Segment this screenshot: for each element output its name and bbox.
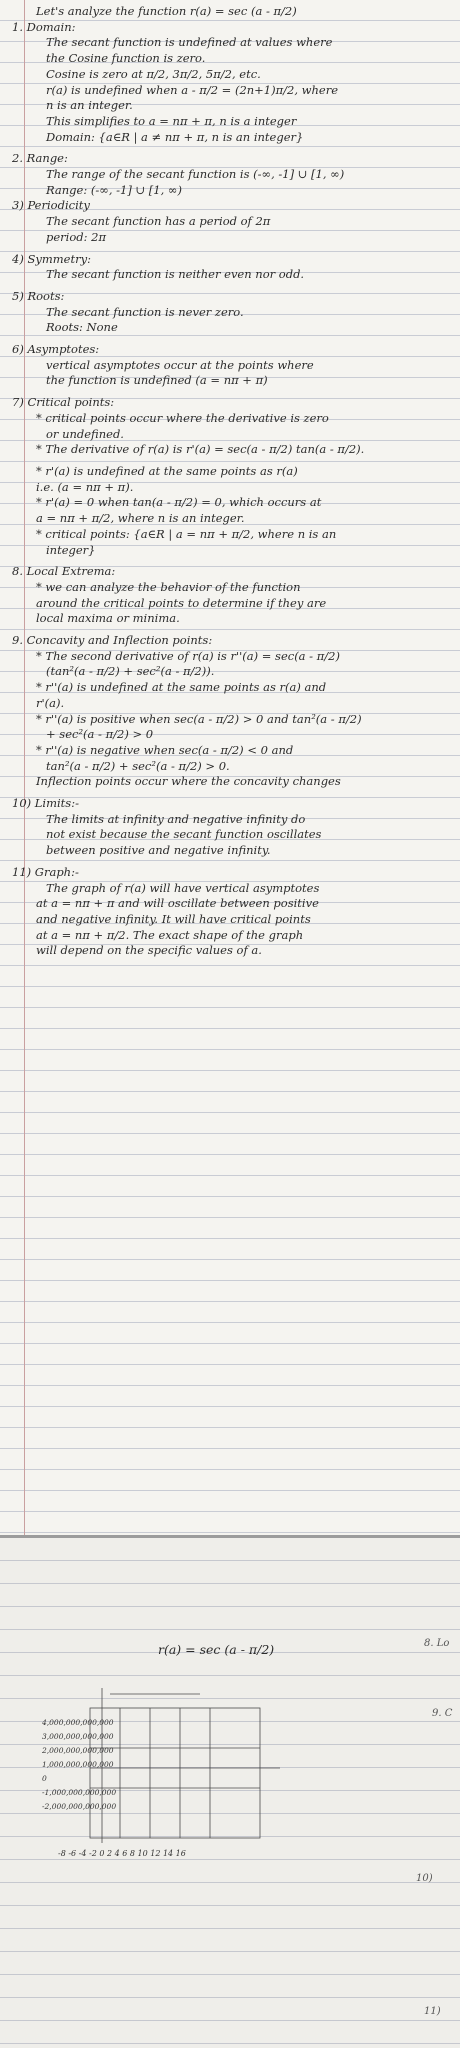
- note-line: * critical points occur where the derivative is zero: [36, 410, 329, 425]
- graph-title: r(a) = sec (a - π/2): [158, 1642, 275, 1657]
- note-line: * The second derivative of r(a) is r''(a) = sec(a - π/2): [36, 648, 340, 663]
- note-line: between positive and negative infinity.: [46, 843, 271, 858]
- note-line: vertical asymptotes occur at the points where: [46, 357, 314, 372]
- note-line: the Cosine function is zero.: [46, 51, 206, 66]
- note-line: not exist because the secant function oscillates: [46, 827, 322, 842]
- note-line: 11) Graph:-: [12, 864, 79, 879]
- note-line: or undefined.: [46, 426, 124, 441]
- note-line: * r''(a) is undefined at the same points as r(a) and: [36, 680, 327, 695]
- note-line: at a = nπ + π/2. The exact shape of the graph: [36, 927, 304, 942]
- note-line: * r''(a) is negative when sec(a - π/2) < 0 and: [36, 742, 294, 757]
- note-line: 6) Asymptotes:: [12, 342, 100, 357]
- note-line: tan²(a - π/2) + sec²(a - π/2) > 0.: [46, 758, 230, 773]
- note-line: (tan²(a - π/2) + sec²(a - π/2)).: [46, 664, 215, 679]
- handwritten-notes: [6, 4, 450, 959]
- note-line: Domain: {a∈R | a ≠ nπ + π, n is an integer}: [46, 129, 304, 144]
- note-line: Inflection points occur where the concavity changes: [36, 774, 341, 789]
- note-line: around the critical points to determine if they are: [36, 595, 327, 610]
- note-line: 3) Periodicity: [12, 198, 90, 213]
- note-line: * r''(a) is positive when sec(a - π/2) > 0 and tan²(a - π/2): [36, 711, 362, 726]
- note-line: Cosine is zero at π/2, 3π/2, 5π/2, etc.: [46, 66, 261, 81]
- note-line: The secant function is undefined at values where: [46, 35, 333, 50]
- note-line: local maxima or minima.: [36, 611, 180, 626]
- edge-label-11: 11): [424, 2006, 441, 2017]
- note-line: * r'(a) is undefined at the same points as r(a): [36, 463, 298, 478]
- note-line: * r'(a) = 0 when tan(a - π/2) = 0, which occurs at: [36, 495, 322, 510]
- note-line: period: 2π: [46, 229, 107, 244]
- note-line: The limits at infinity and negative infinity do: [46, 811, 306, 826]
- note-line: Roots: None: [46, 320, 118, 335]
- note-line: a = nπ + π/2, where n is an integer.: [36, 511, 245, 526]
- note-line: + sec²(a - π/2) > 0: [46, 727, 154, 742]
- note-line: The secant function has a period of 2π: [46, 214, 271, 229]
- note-line: r(a) is undefined when a - π/2 = (2n+1)π/2, where: [46, 82, 339, 97]
- note-line: 10) Limits:-: [12, 796, 79, 811]
- notes-page-2: [0, 1538, 460, 2048]
- note-line: Let's analyze the function r(a) = sec (a - π/2): [36, 4, 297, 18]
- x-axis-labels: -8 -6 -4 -2 0 2 4 6 8 10 12 14 16: [58, 1849, 186, 1858]
- note-line: The secant function is neither even nor odd.: [46, 267, 305, 282]
- note-line: The secant function is never zero.: [46, 304, 244, 319]
- note-line: * The derivative of r(a) is r'(a) = sec(a - π/2) tan(a - π/2).: [36, 442, 365, 457]
- note-line: 5) Roots:: [12, 288, 65, 303]
- note-line: Range: (-∞, -1] ∪ [1, ∞): [46, 182, 182, 197]
- note-line: The range of the secant function is (-∞, -1] ∪ [1, ∞): [46, 167, 345, 182]
- y-axis-labels: 4,000,000,000,000 3,000,000,000,000 2,000,000,000,000 1,000,000,000,000 0 -1,000,000,000,000 -2,000,000,000,000: [42, 1718, 117, 1811]
- note-line: 1. Domain:: [12, 19, 76, 34]
- note-line: 9. Concavity and Inflection points:: [12, 633, 213, 648]
- note-line: 8. Local Extrema:: [12, 564, 116, 579]
- note-line: integer}: [46, 542, 96, 557]
- note-line: * critical points: {a∈R | a = nπ + π/2, where n is an: [36, 526, 337, 541]
- note-line: 2. Range:: [12, 151, 68, 166]
- note-line: The graph of r(a) will have vertical asymptotes: [46, 880, 320, 895]
- note-line: i.e. (a = nπ + π).: [36, 479, 134, 494]
- note-line: r'(a).: [36, 695, 65, 710]
- note-line: * we can analyze the behavior of the function: [36, 579, 301, 594]
- edge-label-10: 10): [416, 1873, 433, 1884]
- edge-label-8: 8. Lo: [424, 1638, 450, 1649]
- note-line: 4) Symmetry:: [12, 251, 91, 266]
- note-line: will depend on the specific values of a.: [36, 943, 262, 958]
- note-line: at a = nπ + π and will oscillate between positive: [36, 896, 319, 911]
- note-line: 7) Critical points:: [12, 395, 115, 410]
- note-line: and negative infinity. It will have critical points: [36, 911, 311, 926]
- note-line: the function is undefined (a = nπ + π): [46, 373, 268, 388]
- note-line: This simplifies to a = nπ + π, n is a integer: [46, 113, 297, 128]
- note-line: n is an integer.: [46, 98, 133, 113]
- edge-label-9: 9. C: [432, 1708, 453, 1719]
